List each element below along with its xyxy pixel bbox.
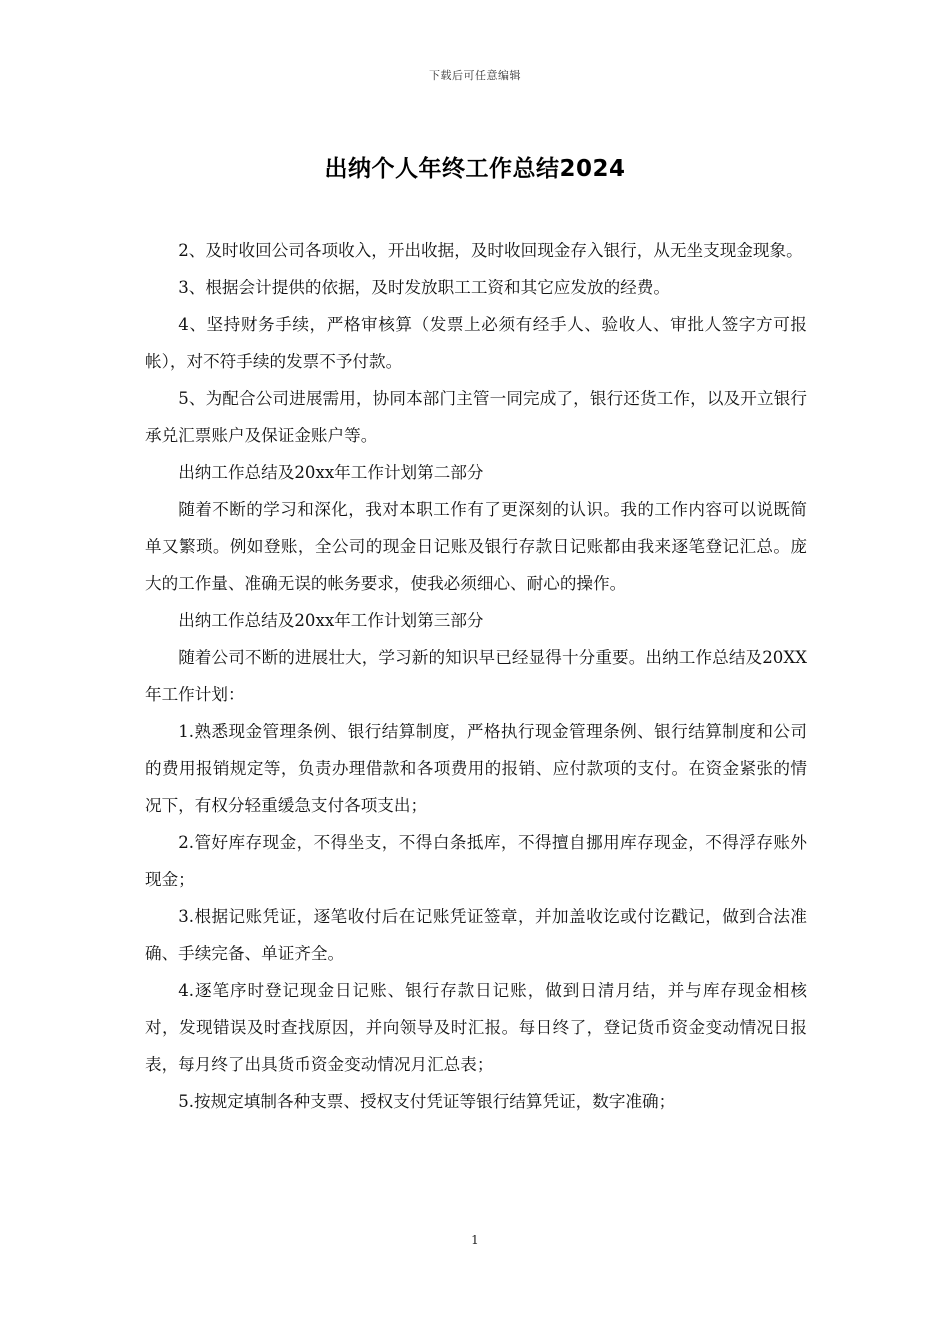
body-paragraph: 随着不断的学习和深化，我对本职工作有了更深刻的认识。我的工作内容可以说既简单又繁琐。例如登账，全公司的现金日记账及银行存款日记账都由我来逐笔登记汇总。庞大的工作量、准确无误的帐务要求，使我必须细心、耐心的操作。 [145,500,807,593]
list-item: 1.熟悉现金管理条例、银行结算制度，严格执行现金管理条例、银行结算制度和公司的费用报销规定等，负责办理借款和各项费用的报销、应付款项的支付。在资金紧张的情况下，有权分轻重缓急支付各项支出； [145,722,807,815]
list-item: 3.根据记账凭证，逐笔收付后在记账凭证签章，并加盖收讫或付讫戳记，做到合法准确、手续完备、单证齐全。 [145,907,807,963]
section-heading: 出纳工作总结及20xx年工作计划第二部分 [178,463,484,482]
page-number: 1 [471,1233,479,1247]
body-paragraph: 2、及时收回公司各项收入，开出收据，及时收回现金存入银行，从无坐支现金现象。 [178,241,803,260]
body-paragraph: 5、为配合公司进展需用，协同本部门主管一同完成了，银行还货工作，以及开立银行承兑汇票账户及保证金账户等。 [145,389,807,445]
list-item: 5.按规定填制各种支票、授权支付凭证等银行结算凭证，数字准确； [178,1092,676,1111]
body-paragraph: 4、坚持财务手续，严格审核算（发票上必须有经手人、验收人、审批人签字方可报帐），对不符手续的发票不予付款。 [145,315,807,371]
section-heading: 出纳工作总结及20xx年工作计划第三部分 [178,611,484,630]
document-title: 出纳个人年终工作总结2024 [324,156,626,182]
body-paragraph: 3、根据会计提供的依据，及时发放职工工资和其它应发放的经费。 [178,278,670,297]
header-note: 下载后可任意编辑 [429,69,521,82]
list-item: 2.管好库存现金，不得坐支，不得白条抵库，不得擅自挪用库存现金，不得浮存账外现金； [145,833,807,889]
list-item: 4.逐笔序时登记现金日记账、银行存款日记账，做到日清月结，并与库存现金相核对，发现错误及时查找原因，并向领导及时汇报。每日终了，登记货币资金变动情况日报表，每月终了出具货币资金变动情况月汇总表； [145,981,807,1074]
document-body [145,232,807,1120]
body-paragraph: 随着公司不断的进展壮大，学习新的知识早已经显得十分重要。出纳工作总结及20XX年工作计划： [145,648,807,704]
